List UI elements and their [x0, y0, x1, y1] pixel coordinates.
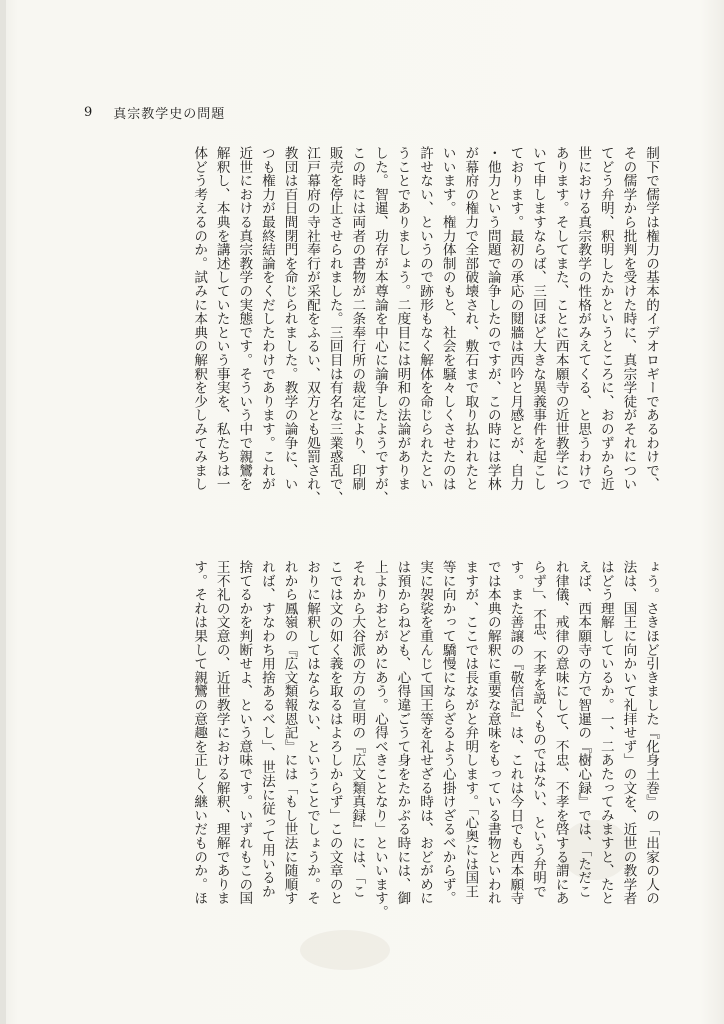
text-column: あります。そしてまた、ことに西本願寺の近世教学につ: [552, 146, 569, 491]
text-column: うことでありましょう。二度目には明和の法論がありま: [394, 146, 411, 491]
text-column: ております。最初の承応の鬩牆は西吟と月感とが、自力: [507, 146, 524, 491]
text-column: ・他力という問題で論争したのですが、この時には学林: [484, 146, 501, 491]
text-column: れから鳳嶺の『広文類報恩記』には「もし世法に随順す: [281, 560, 298, 905]
text-column: 等に向かって驕慢にならざるよう心掛けざるべからず。: [439, 560, 456, 905]
text-column: おりに解釈してはならない、ということでしょうか。そ: [304, 560, 321, 905]
text-column: した。智暹、功存が本尊論を中心に論争したようですが、: [371, 146, 388, 505]
text-column: てどう弁明、釈明したかというところに、おのずから近: [597, 146, 614, 491]
text-column: 上よりおとがめにあう。心得べきことなり」といいます。: [371, 560, 388, 919]
text-column: ますが、ここでは長ながと弁明します。「心奥には国王: [462, 560, 479, 899]
scan-shadow-edge: [0, 0, 6, 1024]
text-column: 近世における真宗教学の実態です。そういう中で親鸞を: [236, 146, 253, 491]
text-column: 販売を停止させられました。三回目は有名な三業惑乱で、: [326, 146, 343, 505]
text-column: らず」、不忠、不孝を説くものではない、という弁明で: [530, 560, 547, 899]
running-head: [84, 104, 225, 120]
text-column: 制下で儒学は権力の基本的イデオロギーであるわけで、: [643, 146, 659, 491]
text-column: 教団は百日間閉門を命じられました。教学の論争に、い: [281, 146, 298, 491]
text-column: 法は、国王に向かいて礼拝せず」の文を、近世の教学者: [620, 560, 637, 905]
text-column: れ律儀、戒律の意味にして、不忠、不孝を啓する謂にあ: [552, 560, 569, 905]
page-number: 9: [84, 104, 94, 120]
text-column: が幕府の権力で全部破壊され、敷石まで取り払われたと: [462, 146, 479, 491]
text-column: 実に袈裟を重んじて国王等を礼せざる時は、おどがめに: [417, 560, 434, 905]
text-column: えば、西本願寺の方で智暹の『樹心録』では、「ただこ: [575, 560, 592, 899]
body-text-lower: [74, 560, 662, 940]
text-column: では本典の解釈に重要な意味をもっている書物といわれ: [484, 560, 501, 905]
text-column: 解釈し、本典を講述していたという事実を、私たちは一: [213, 146, 230, 491]
text-column: ょう。さきほど引きました『化身土巻』の「出家の人の: [643, 560, 659, 905]
text-column: す。また善譲の『敬信記』は、これは今日でも西本願寺: [507, 560, 524, 905]
text-column: いて申しますならば、三回ほど大きな異義事件を起こし: [530, 146, 547, 491]
text-column: その儒学から批判を受けた時に、真宗学徒がそれについ: [620, 146, 637, 491]
text-column: はどう理解しているか。一、二あたってみますと、たと: [597, 560, 614, 905]
text-column: この時には両者の書物が二条奉行所の裁定により、印刷: [349, 146, 366, 491]
text-column: 体どう考えるのか。試みに本典の解釈を少しみてみまし: [191, 146, 208, 491]
text-column: す。それは果して親鸞の意趣を正しく継いだものか。ほ: [191, 560, 208, 905]
text-column: それから大谷派の方の宣明の『広文類真録』には、「こ: [349, 560, 366, 899]
text-column: は預からねども、心得違ごうて身をたかぶる時には、御: [394, 560, 411, 905]
text-column: れば、すなわち用捨あるべし」、世法に従って用いるか: [258, 560, 275, 899]
running-title: 真宗教学史の問題: [113, 106, 226, 122]
text-column: 許せない、というので跡形もなく解体を命じられたとい: [417, 146, 434, 491]
text-column: 世における真宗教学の性格がみえてくる、と思うわけで: [575, 146, 592, 491]
text-column: 王不礼の文意の、近世教学における解釈、理解でありま: [213, 560, 230, 905]
text-column: こでは文の如く義を取るはよろしからず」この文章のと: [326, 560, 343, 905]
text-column: 江戸幕府の寺社奉行が采配をふるい、双方とも処罰され、: [304, 146, 321, 505]
text-column: つも権力が最終結論をくだしたわけであります。これが: [258, 146, 275, 491]
body-text-upper: [74, 146, 662, 519]
text-column: 捨てるかを判断せよ、という意味です。いずれもこの国: [236, 560, 253, 905]
text-column: いいます。権力体制のもと、社会を騒々しくさせたのは: [439, 146, 456, 491]
